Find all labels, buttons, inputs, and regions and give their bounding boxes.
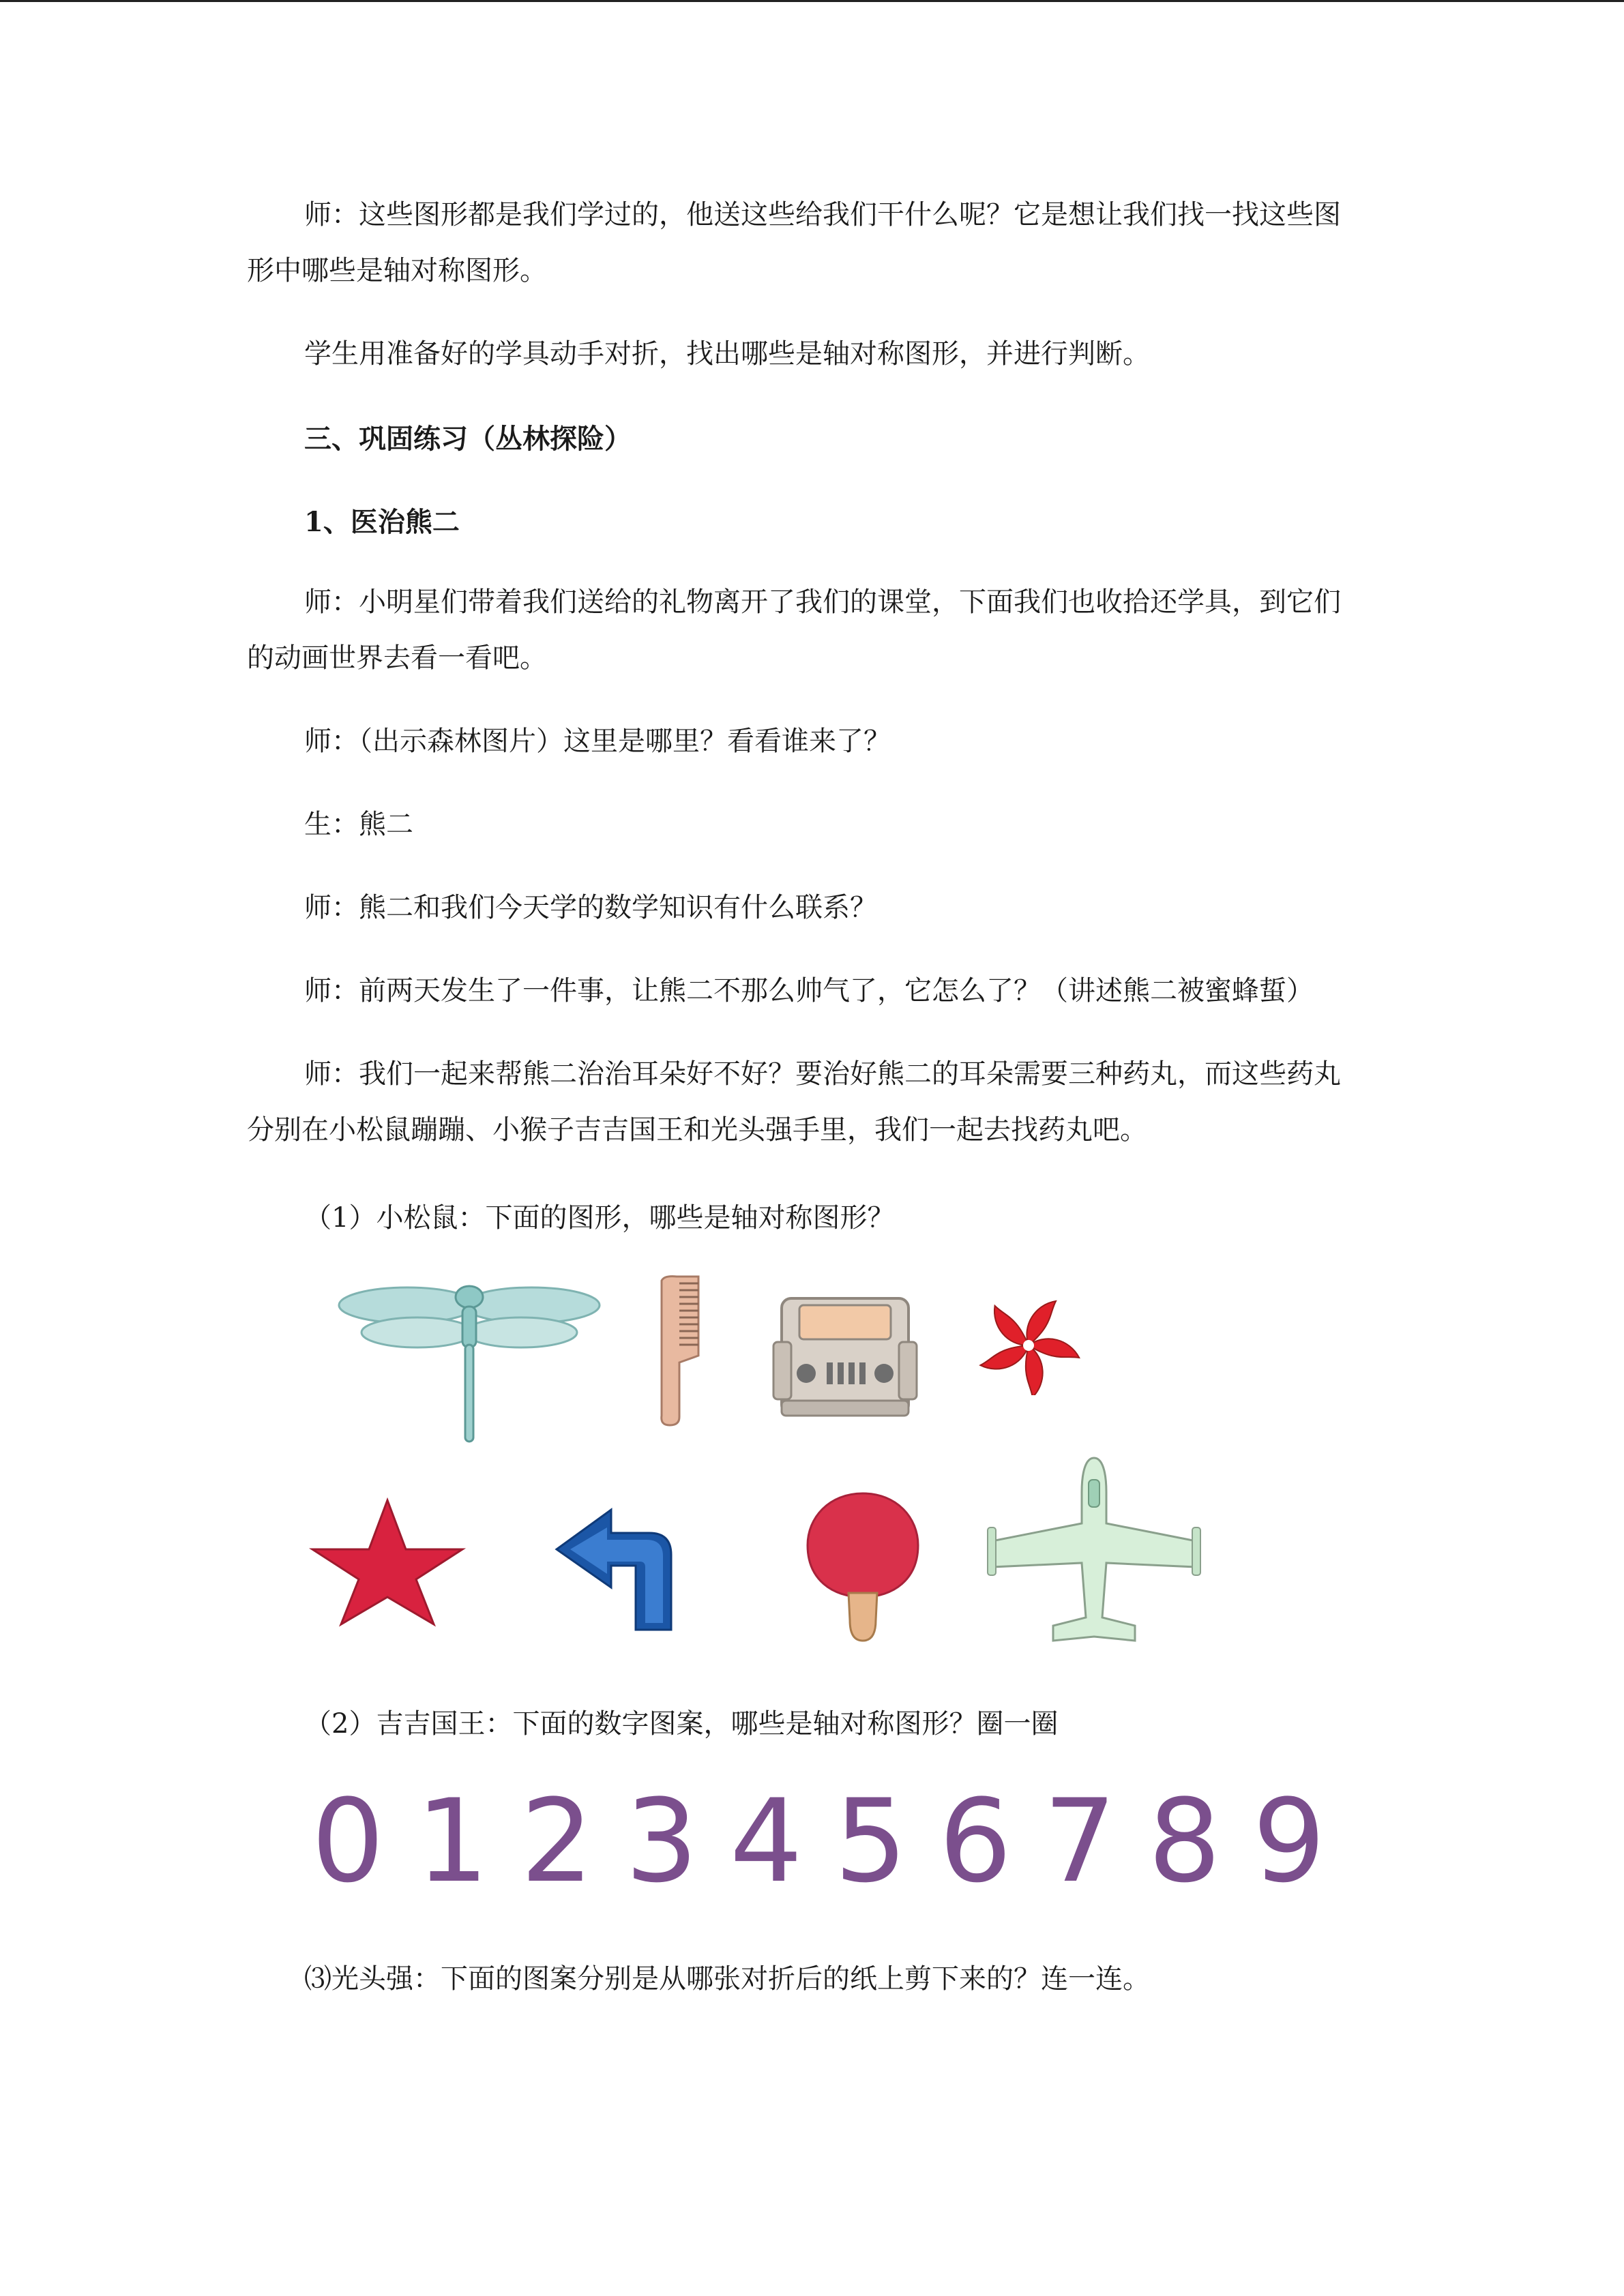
paragraph-math-link: 师：熊二和我们今天学的数学知识有什么联系？: [304, 892, 877, 923]
dragonfly-icon: [336, 1277, 603, 1447]
question-king: （2）吉吉国王：下面的数字图案，哪些是轴对称图形？圈一圈: [304, 1708, 1059, 1740]
digit[interactable]: 8: [1148, 1774, 1222, 1908]
page-top-border: [0, 0, 1624, 2]
paragraph-student-answer: 生：熊二: [304, 809, 413, 840]
comb-icon: [656, 1274, 705, 1428]
question-logger: ⑶光头强：下面的图案分别是从哪张对折后的纸上剪下来的？连一连。: [304, 1963, 1150, 1995]
star-icon: [308, 1497, 467, 1627]
digit[interactable]: 1: [415, 1774, 489, 1908]
digit[interactable]: 6: [939, 1774, 1012, 1908]
paragraph-medicine-pills: 师：我们一起来帮熊二治治耳朵好不好？要治好熊二的耳朵需要三种药丸，而这些药丸分别在小松鼠蹦蹦、小猴子吉吉国王和光头强手里，我们一起去找药丸吧。: [247, 1058, 1341, 1146]
subsection-heading-bear: 1、医治熊二: [304, 506, 460, 538]
turn-left-arrow-icon: [554, 1507, 674, 1632]
jeep-icon: [772, 1294, 918, 1425]
paragraph-animation-world: 师：小明星们带着我们送给的礼物离开了我们的课堂，下面我们也收拾还学具，到它们的动画世界去看一看吧。: [247, 586, 1341, 674]
ping-pong-paddle-icon: [805, 1491, 921, 1643]
digit-row: [307, 1774, 1330, 1908]
digit[interactable]: 3: [625, 1774, 698, 1908]
digit[interactable]: 9: [1252, 1774, 1326, 1908]
digit[interactable]: 2: [520, 1774, 594, 1908]
airplane-icon: [985, 1455, 1203, 1649]
digit[interactable]: 4: [729, 1774, 803, 1908]
paragraph-intro: 师：这些图形都是我们学过的，他送这些给我们干什么呢？它是想让我们找一找这些图形中哪些是轴对称图形。: [247, 199, 1341, 286]
digit[interactable]: 5: [834, 1774, 908, 1908]
question-squirrel: （1）小松鼠：下面的图形，哪些是轴对称图形？: [304, 1202, 895, 1234]
bauhinia-flower-icon: [967, 1296, 1090, 1395]
section-heading-practice: 三、巩固练习（丛林探险）: [304, 423, 632, 455]
digit[interactable]: 0: [311, 1774, 385, 1908]
paragraph-bee-sting: 师：前两天发生了一件事，让熊二不那么帅气了，它怎么了？（讲述熊二被蜜蜂蜇）: [304, 975, 1314, 1007]
paragraph-students-fold: 学生用准备好的学具动手对折，找出哪些是轴对称图形，并进行判断。: [304, 338, 1150, 370]
paragraph-forest-question: 师：（出示森林图片）这里是哪里？看看谁来了？: [304, 726, 891, 757]
digit[interactable]: 7: [1043, 1774, 1117, 1908]
